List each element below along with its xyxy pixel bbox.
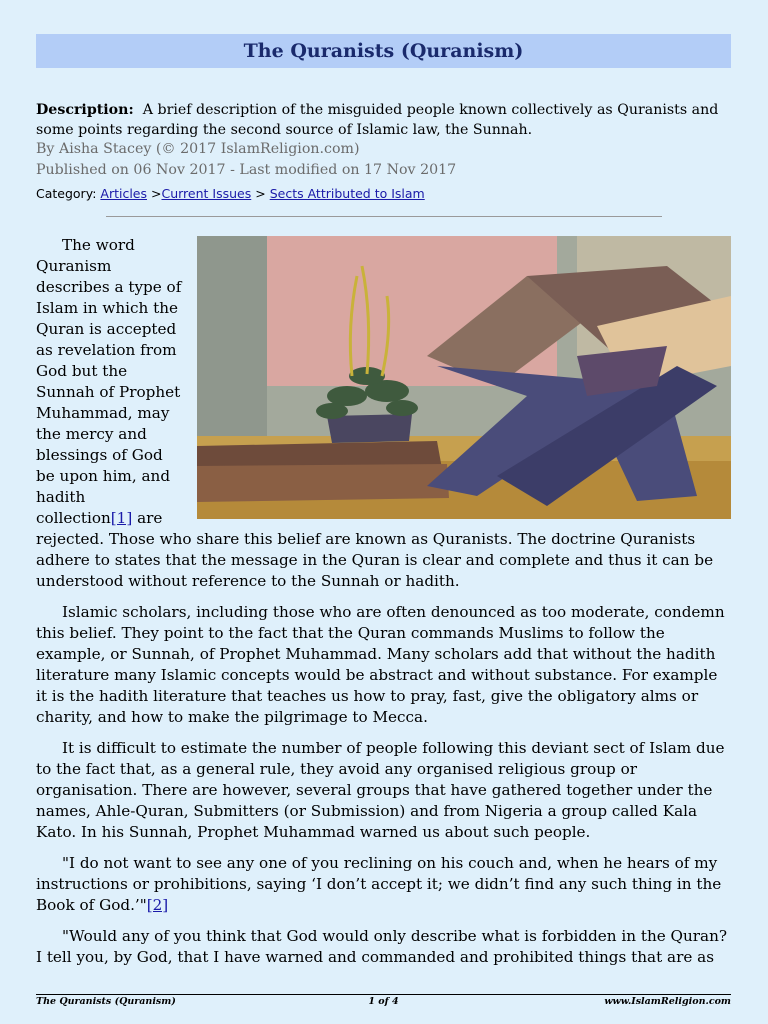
footer-website: www.IslamReligion.com: [604, 996, 731, 1007]
page-title: The Quranists (Quranism): [36, 34, 731, 68]
paragraph-4: [36, 853, 731, 916]
paragraph-2: Islamic scholars, including those who are often denounced as too moderate, condemn this belief. They point to the fact that the Quran commands Muslims to follow the example, or Sunnah, of Prophet Muhammad. Many scholars add that without the hadith literature many Islamic concepts would be abstract and without substance. For example it is the hadith literature that teaches us how to pray, fast, give the obligatory alms or charity, and how to make the pilgrimage to Mecca.: [36, 603, 725, 726]
description-label: Description:: [36, 102, 134, 118]
paragraph-1-text-cont: are rejected. Those who share this belief are known as Quranists. The doctrine Quranists adhere to states that the message in the Quran is clear and complete and thus it can be understood without reference to the Sunnah or hadith.: [36, 509, 714, 590]
footer-title: The Quranists (Quranism): [36, 996, 176, 1007]
paragraph-1-text: The word Quranism describes a type of Islam in which the Quran is accepted as revelation from God but the Sunnah of Prophet Muhammad, may the mercy and blessings of God be upon him, and hadith collection: [36, 236, 182, 527]
paragraph-3: It is difficult to estimate the number of people following this deviant sect of Islam due to the fact that, as a general rule, they avoid any organised religious group or organisation. There are however, several groups that have gathered together under the names, Ahle-Quran, Submitters (or Submission) and from Nigeria a group called Kala Kato. In his Sunnah, Prophet Muhammad warned us about such people.: [36, 739, 725, 841]
footnote-link-2[interactable]: [2]: [146, 896, 169, 914]
breadcrumb-separator: >: [151, 186, 162, 201]
byline: By Aisha Stacey (© 2017 IslamReligion.com): [36, 141, 360, 157]
category-link-sects[interactable]: Sects Attributed to Islam: [269, 186, 425, 201]
footer-page-number: 1 of 4: [368, 996, 399, 1007]
category-label: Category:: [36, 186, 97, 201]
quote-text: "I do not want to see any one of you reclining on his couch and, when he hears of my instructions or prohibitions, saying ‘I don’t accept it; we didn’t find any such thing in the Book of God.’": [36, 854, 722, 914]
category-breadcrumb: [36, 185, 731, 202]
breadcrumb-separator: >: [255, 186, 266, 201]
divider: [106, 216, 662, 217]
article-body: [36, 235, 731, 978]
paragraph-5: "Would any of you think that God would only describe what is forbidden in the Quran? I tell you, by God, that I have warned and commanded and prohibited things that are as: [36, 927, 728, 966]
quran-illustration: [197, 236, 731, 519]
description: [36, 100, 731, 140]
category-link-articles[interactable]: Articles: [100, 186, 148, 201]
category-link-current-issues[interactable]: Current Issues: [161, 186, 252, 201]
published-date: Published on 06 Nov 2017 - Last modified on 17 Nov 2017: [36, 162, 457, 178]
article-meta: [36, 139, 731, 181]
description-text: A brief description of the misguided people known collectively as Quranists and some points regarding the second source of Islamic law, the Sunnah.: [36, 102, 719, 138]
footnote-link-1[interactable]: [1]: [110, 509, 133, 527]
footer-divider: [36, 994, 731, 995]
quran-on-stand-image: [197, 236, 731, 519]
